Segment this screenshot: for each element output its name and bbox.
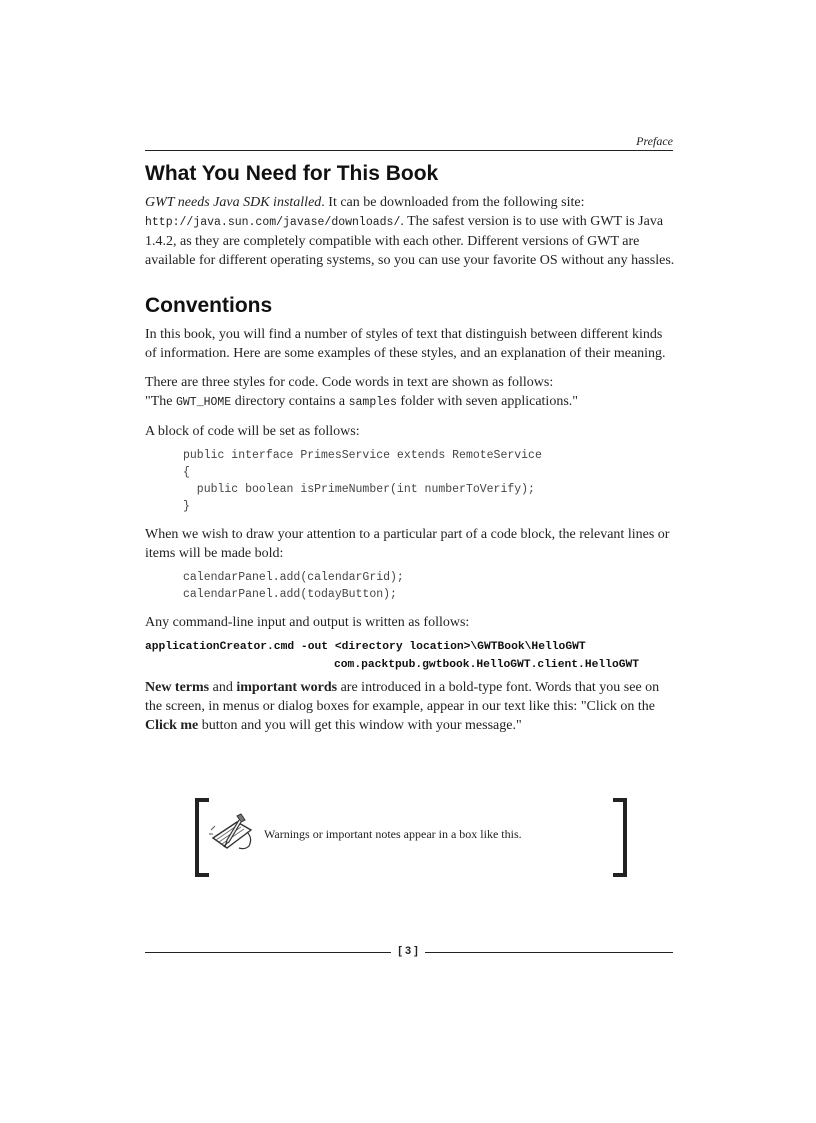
pencil-note-icon <box>207 808 259 860</box>
code-styles-paragraph <box>145 373 675 412</box>
command-line-1: applicationCreator.cmd -out <directory location>\GWTBook\HelloGWT <box>145 641 586 653</box>
command-intro: Any command-line input and output is written as follows: <box>145 615 470 630</box>
running-title: Preface <box>636 134 673 148</box>
code-styles-text: There are three styles for code. Code words in text are shown as follows: <box>145 375 554 390</box>
requirements-italic: GWT needs Java SDK installed <box>145 195 322 210</box>
download-url: http://java.sun.com/javase/downloads/ <box>145 216 401 229</box>
click-me-bold: Click me <box>145 718 199 733</box>
page-number: [ 3 ] <box>398 945 418 957</box>
running-header <box>145 131 673 151</box>
example-suffix: folder with seven applications." <box>396 394 578 409</box>
example-code-gwt-home: GWT_HOME <box>175 396 232 409</box>
note-text: Warnings or important notes appear in a box like this. <box>264 827 522 841</box>
terms-end: button and you will get this window with your message." <box>198 718 522 733</box>
important-words-bold: important words <box>236 680 338 695</box>
command-line-block <box>145 638 675 674</box>
terms-rest: are introduced in a bold-type font. Words that you see on the screen, in menus or dialog boxes for example, appear in our text like this: "Click on the <box>145 680 660 714</box>
conventions-intro: In this book, you will find a number of styles of text that distinguish between different kinds of information. Here are some examples of these styles, and an explanation of their meaning. <box>145 327 666 361</box>
footer-rule-right <box>425 952 673 953</box>
example-prefix: "The <box>145 394 176 409</box>
section-heading-conventions: Conventions <box>145 294 273 317</box>
example-middle: directory contains a <box>231 394 349 409</box>
note-box <box>195 798 627 871</box>
requirements-paragraph <box>145 193 675 270</box>
example-code-samples: samples <box>348 396 397 409</box>
terms-mid: and <box>209 680 237 695</box>
page-content <box>145 162 675 735</box>
terms-paragraph <box>145 678 675 735</box>
new-terms-bold: New terms <box>145 680 210 695</box>
footer-rule-left <box>145 952 391 953</box>
code-block: public interface PrimesService extends RemoteService { public boolean isPrimeNumber(int numberToVerify); } <box>183 449 542 513</box>
code-block-bold: calendarPanel.add(calendarGrid); calendarPanel.add(todayButton); <box>183 571 404 601</box>
block-intro: A block of code will be set as follows: <box>145 424 360 439</box>
requirements-text-1: . It can be downloaded from the following site: <box>321 195 585 210</box>
bold-intro: When we wish to draw your attention to a particular part of a code block, the relevant lines or items will be made bold: <box>145 527 670 561</box>
right-bracket <box>613 798 627 877</box>
command-line-2: com.packtpub.gwtbook.HelloGWT.client.HelloGWT <box>334 659 640 671</box>
requirements-text-2: . The safest version is to use with GWT is Java 1.4.2, as they are completely compatible with each other. Different versions of GWT are available for different operating systems, so you can use your favorite OS without any hassles. <box>145 214 675 268</box>
section-heading-requirements: What You Need for This Book <box>145 162 439 185</box>
